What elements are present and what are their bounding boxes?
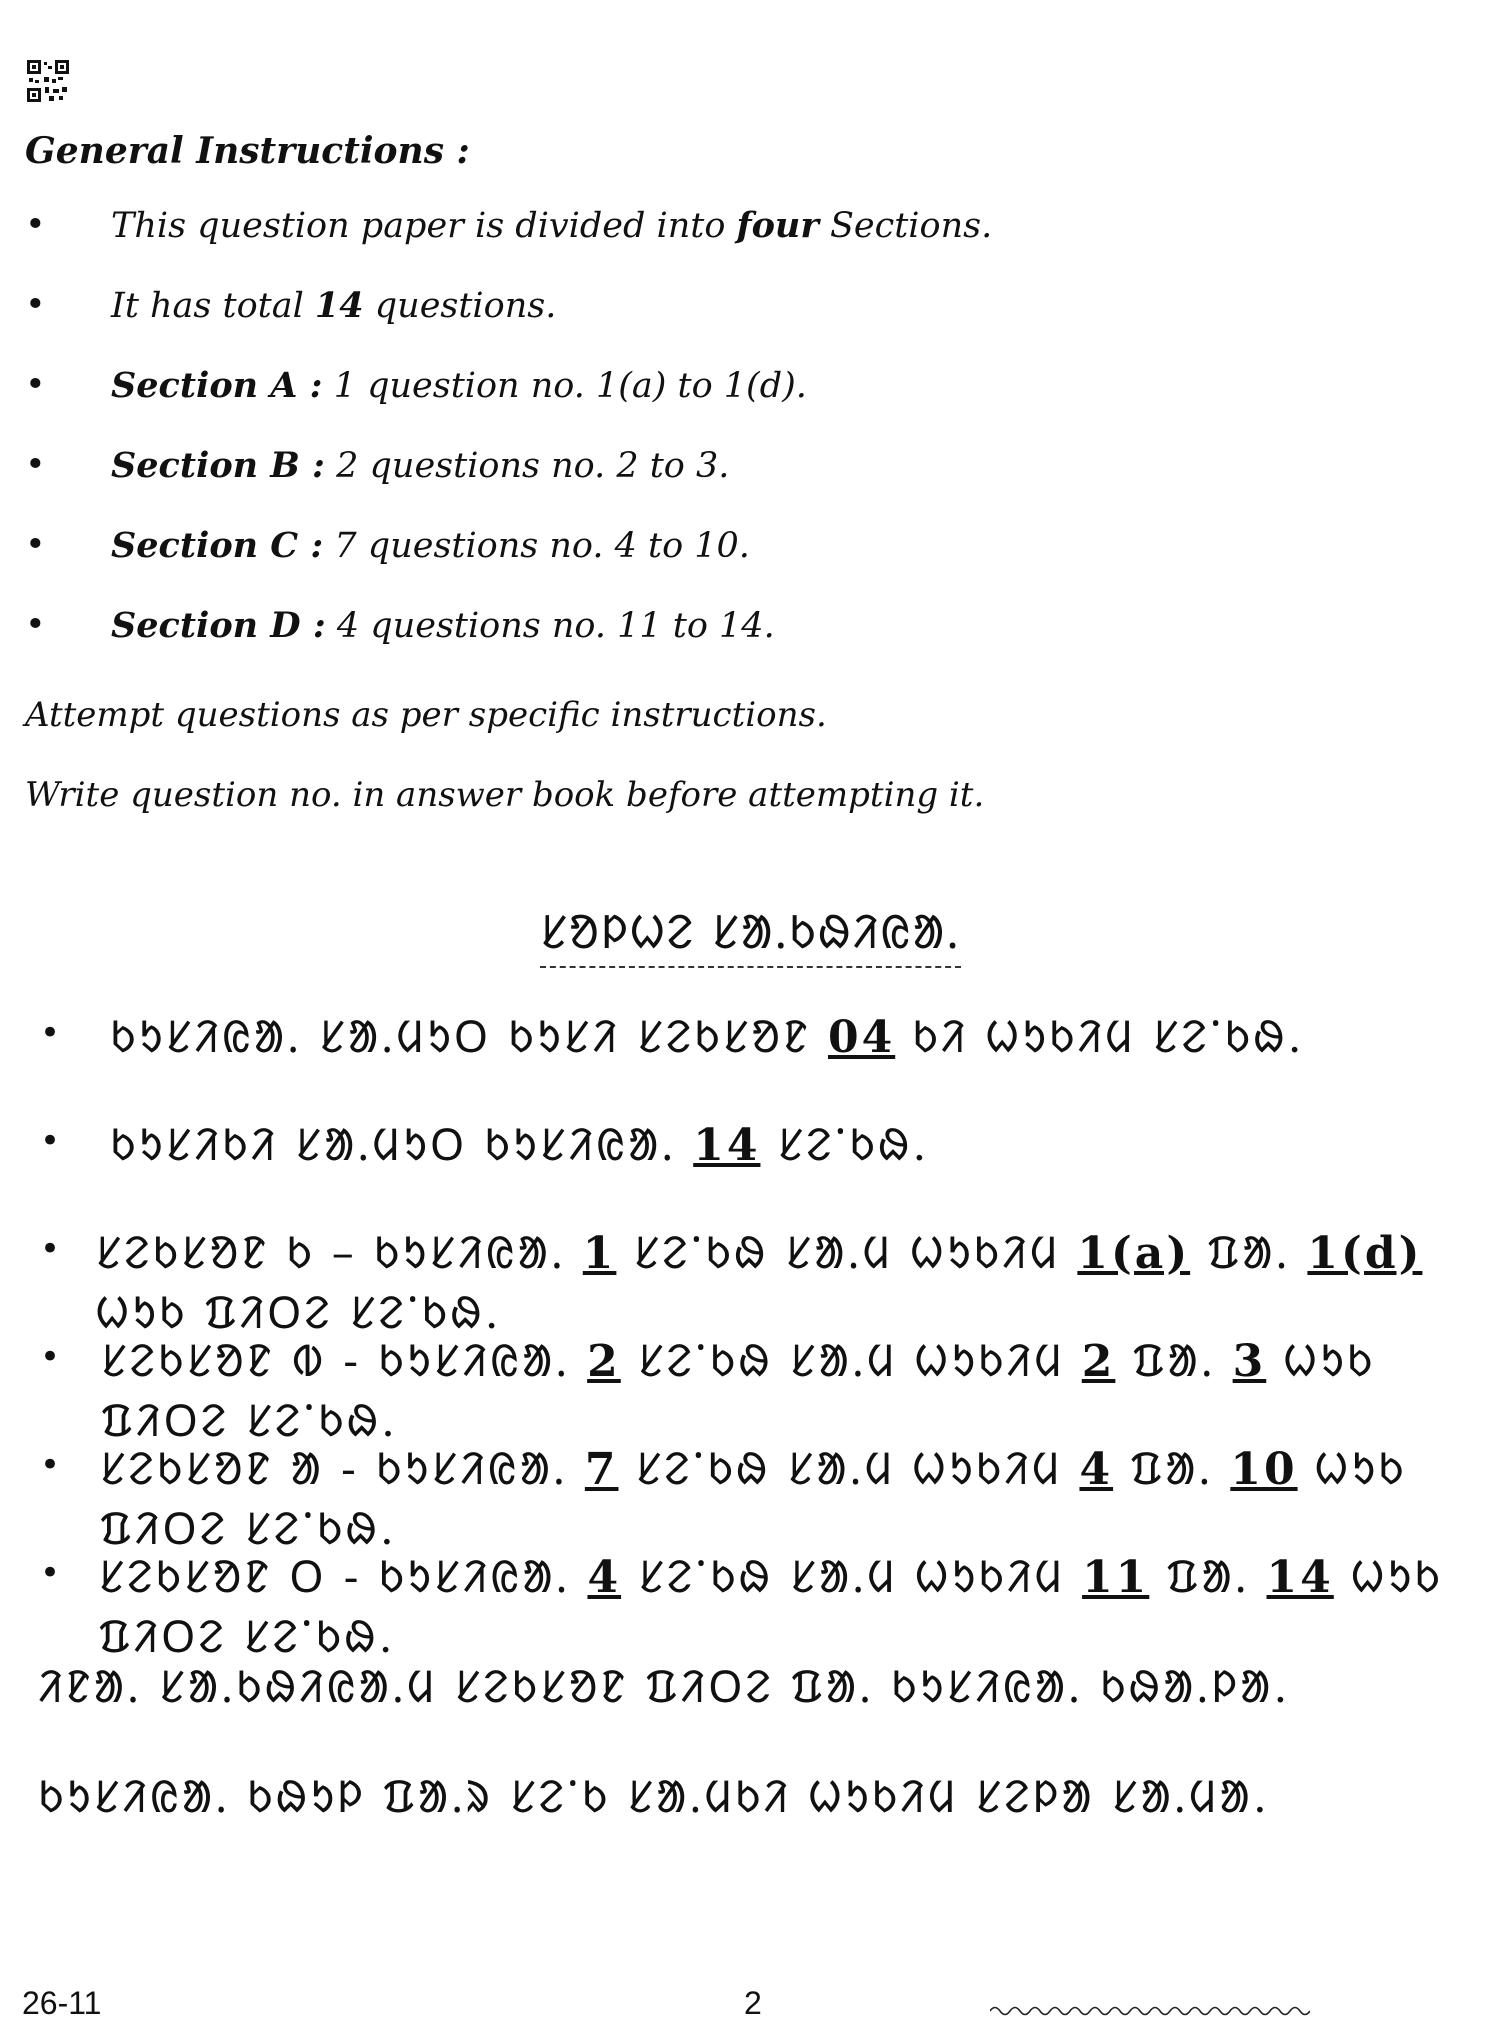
bullet: • — [25, 525, 46, 565]
note-attempt: Attempt questions as per specific instructions. — [25, 695, 827, 735]
list-item: • ᱥᱮᱠᱥᱚᱱ ᱵ - ᱠᱩᱥᱤᱭᱟᱹ 2 ᱥᱮᱸᱠᱷ ᱥᱟᱹᱢ ᱦᱩᱠᱤᱢ 2 ᱯᱟᱹ 3 ᱦᱩᱠ ᱯᱤᱛᱮ ᱥᱮᱸᱠᱷ. — [40, 1336, 1376, 1447]
list-item: • ᱥᱮᱠᱥᱚᱱ ᱟ - ᱠᱩᱥᱤᱭᱟᱹ 7 ᱥᱮᱸᱠᱷ ᱥᱟᱹᱢ ᱦᱩᱠᱤᱢ 4 ᱯᱟᱹ 10 ᱦᱩᱠ ᱯᱤᱛᱮ ᱥᱮᱸᱠᱷ. — [40, 1444, 1407, 1555]
bullet: • — [25, 445, 46, 485]
wavy-line-icon — [990, 2004, 1310, 2018]
script-note-write-number: ᱠᱩᱥᱤᱭᱟᱹ ᱠᱷᱩᱞ ᱯᱟᱹᱨ ᱥᱮᱸᱠ ᱥᱟᱹᱢᱠᱤ ᱦᱩᱠᱤᱢ ᱥᱮᱞᱟ ᱥᱟᱹᱢᱟ. — [38, 1772, 1270, 1823]
script-note-attempt: ᱤᱱᱟᱹ ᱥᱟᱹᱠᱷᱤᱭᱟᱹᱢ ᱥᱮᱠᱥᱚᱱ ᱯᱤᱛᱮ ᱯᱟᱹ ᱠᱩᱥᱤᱭᱟᱹ ᱠᱷᱟᱹᱞᱟ. — [38, 1662, 1291, 1713]
note-write-number: Write question no. in answer book before attempting it. — [25, 775, 985, 815]
list-item: • ᱥᱮᱠᱥᱚᱱ ᱠ – ᱠᱩᱥᱤᱭᱟᱹ 1 ᱥᱮᱸᱠᱷ ᱥᱟᱹᱢ ᱦᱩᱠᱤᱢ 1(a) ᱯᱟᱹ 1(d) ᱦᱩᱠ ᱯᱤᱛᱮ ᱥᱮᱸᱠᱷ. — [40, 1228, 1423, 1339]
list-item: • It has total 14 questions. — [25, 285, 557, 326]
script-instructions-list — [40, 1005, 1480, 1663]
list-item: • ᱠᱩᱥᱤᱠᱤ ᱥᱟᱹᱢᱩᱛ ᱠᱩᱥᱤᱭᱟᱹ 14 ᱥᱮᱸᱠᱷ. — [40, 1120, 930, 1171]
bullet: • — [25, 285, 46, 325]
list-item: • This question paper is divided into four Sections. — [25, 205, 993, 246]
list-item: • Section A : 1 question no. 1(a) to 1(d). — [25, 365, 807, 406]
list-item: • Section C : 7 questions no. 4 to 10. — [25, 525, 750, 566]
list-item: • Section B : 2 questions no. 2 to 3. — [25, 445, 730, 486]
paper-code: 26-11 — [22, 1985, 102, 2021]
bullet: • — [25, 205, 46, 245]
instructions-list — [25, 205, 1425, 685]
list-item: • ᱠᱩᱥᱤᱭᱟᱹ ᱥᱟᱹᱢᱩᱛ ᱠᱩᱥᱤ ᱥᱮᱠᱥᱚᱱ 04 ᱠᱤ ᱦᱩᱠᱤᱢ ᱥᱮᱸᱠᱷ. — [40, 1012, 1305, 1063]
qr-code-icon — [27, 60, 69, 102]
list-item: • ᱥᱮᱠᱥᱚᱱ ᱛ - ᱠᱩᱥᱤᱭᱟᱹ 4 ᱥᱮᱸᱠᱷ ᱥᱟᱹᱢ ᱦᱩᱠᱤᱢ 11 ᱯᱟᱹ 14 ᱦᱩᱠ ᱯᱤᱛᱮ ᱥᱮᱸᱠᱷ. — [40, 1552, 1443, 1663]
bullet: • — [25, 605, 46, 645]
page-number: 2 — [744, 1985, 762, 2021]
instructions-heading: General Instructions : — [25, 130, 470, 172]
script-heading: ᱥᱚᱞᱦᱮ ᱥᱟᱹᱠᱷᱤᱭᱟᱹ — [540, 900, 961, 968]
list-item: • Section D : 4 questions no. 11 to 14. — [25, 605, 775, 646]
bullet: • — [25, 365, 46, 405]
